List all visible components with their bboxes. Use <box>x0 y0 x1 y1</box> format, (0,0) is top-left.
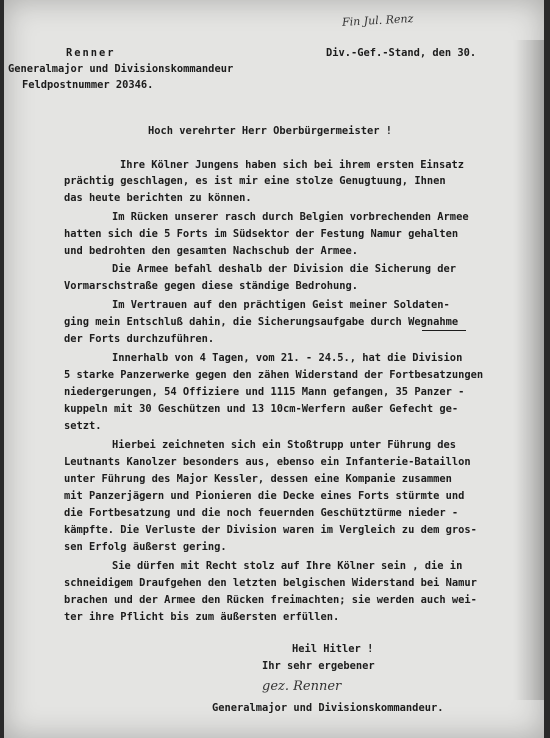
handwritten-annotation: Fin Jul. Renz <box>341 12 414 29</box>
body-line: 5 starke Panzerwerke gegen den zähen Widerstand der Fortbesatzungen <box>64 369 484 381</box>
body-line: Sie dürfen mit Recht stolz auf Ihre Kölner sein , die in <box>112 560 463 572</box>
body-line: Im Vertrauen auf den prächtigen Geist meiner Soldaten- <box>112 299 450 311</box>
body-line: mit Panzerjägern und Pionieren die Decke eines Forts stürmte und <box>64 490 465 502</box>
body-line: das heute berichten zu können. <box>64 192 252 204</box>
body-line: niedergerungen, 54 Offiziere und 1115 Mann gefangen, 35 Panzer - <box>64 386 465 398</box>
body-line: Die Armee befahl deshalb der Division die Sicherung der <box>112 263 457 275</box>
body-line: setzt. <box>64 420 102 432</box>
closing-formula: Ihr sehr ergebener <box>262 660 375 672</box>
body-line: Vormarschstraße gegen diese ständige Bedrohung. <box>64 280 359 292</box>
body-line: sen Erfolg äußerst gering. <box>64 541 227 553</box>
body-line: brachen und der Armee den Rücken freimachten; sie werden auch wei- <box>64 594 477 606</box>
body-line: Innerhalb von 4 Tagen, vom 21. - 24.5., hat die Division <box>112 352 463 364</box>
body-line: Ihre Kölner Jungens haben sich bei ihrem ersten Einsatz <box>120 159 465 171</box>
underline-mark <box>422 330 466 331</box>
body-line: der Forts durchzuführen. <box>64 333 215 345</box>
sender-name: Renner <box>66 47 116 59</box>
body-line: unter Führung des Major Kessler, dessen eine Kompanie zusammen <box>64 473 452 485</box>
body-line: kuppeln mit 30 Geschützen und 13 10cm-Werfern außer Gefecht ge- <box>64 403 459 415</box>
body-line: hatten sich die 5 Forts im Südsektor der Festung Namur gehalten <box>64 228 459 240</box>
body-line: Im Rücken unserer rasch durch Belgien vorbrechenden Armee <box>112 211 469 223</box>
body-line: schneidigem Draufgehen den letzten belgischen Widerstand bei Namur <box>64 577 477 589</box>
signature: gez. Renner <box>262 679 342 694</box>
body-line: die Fortbesatzung und die noch feuernden Geschütztürme nieder - <box>64 507 459 519</box>
signatory-title: Generalmajor und Divisionskommandeur. <box>212 702 444 714</box>
body-line: kämpfte. Die Verluste der Division waren im Vergleich zu dem gros- <box>64 524 477 536</box>
body-line: ging mein Entschluß dahin, die Sicherungsaufgabe durch Wegnahme <box>64 316 459 328</box>
body-line: prächtig geschlagen, es ist mir eine stolze Genugtuung, Ihnen <box>64 175 446 187</box>
body-line: ter ihre Pflicht bis zum äußersten erfüllen. <box>64 611 340 623</box>
salutation: Hoch verehrter Herr Oberbürgermeister ! <box>148 125 392 137</box>
body-line: Leutnants Kanolzer besonders aus, ebenso ein Infanterie-Bataillon <box>64 456 471 468</box>
sender-rank: Generalmajor und Divisionskommandeur <box>8 63 234 75</box>
fieldpost-number: Feldpostnummer 20346. <box>22 79 154 91</box>
body-line: und bedrohten den gesamten Nachschub der Armee. <box>64 245 359 257</box>
letter-page <box>4 0 544 738</box>
location-date: Div.-Gef.-Stand, den 30. <box>326 47 477 59</box>
closing-greeting: Heil Hitler ! <box>292 643 374 655</box>
body-line: Hierbei zeichneten sich ein Stoßtrupp unter Führung des <box>112 439 457 451</box>
